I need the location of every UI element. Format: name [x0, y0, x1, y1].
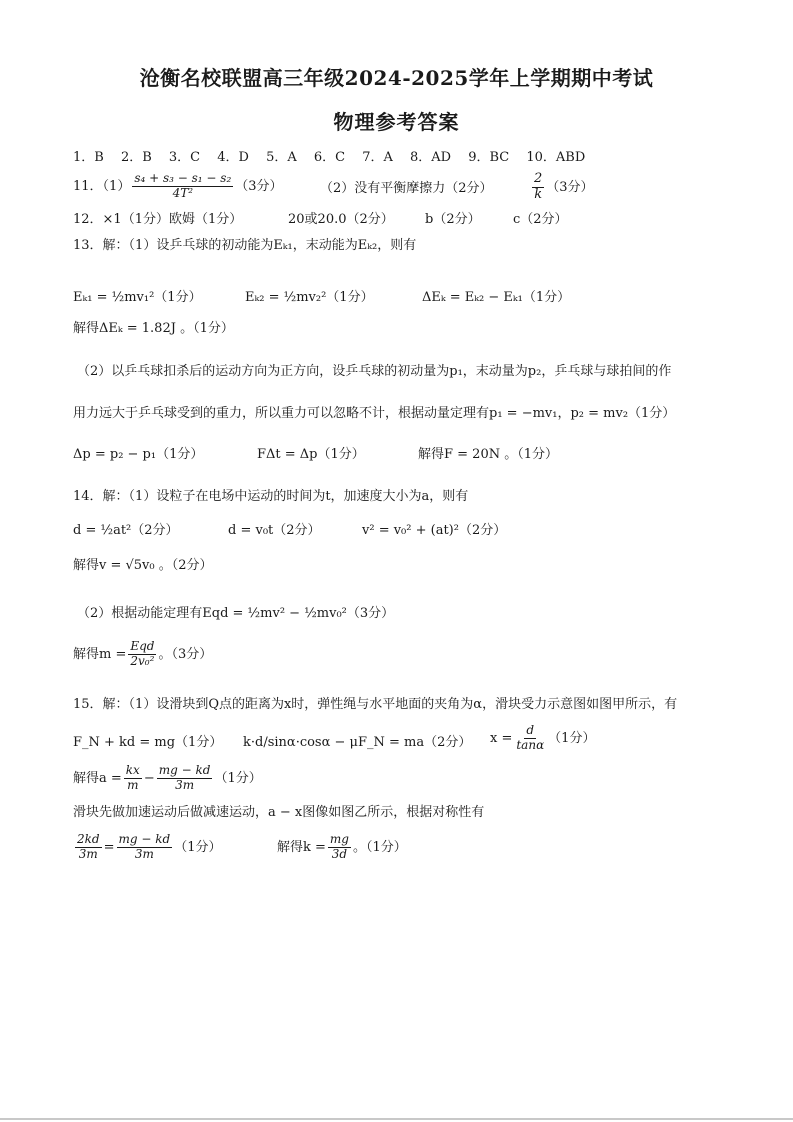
q14-intro: 14．解：（1）设粒子在电场中运动的时间为t，加速度大小为a，则有 — [73, 489, 469, 504]
q11-frac2-den: k — [534, 186, 543, 202]
q12-d: c（2分） — [513, 212, 568, 227]
q11-fraction — [132, 172, 233, 201]
q13-solution2: 解得F = 20N 。（1分） — [418, 447, 558, 462]
q15-eq4-num1: 2kd — [77, 832, 100, 846]
q14-sol2-suffix: 。（3分） — [158, 646, 213, 662]
q13-eq3: ΔEₖ = Eₖ₂ − Eₖ₁（1分） — [422, 290, 571, 305]
q11-part3 — [530, 172, 594, 203]
multiple-choice-answers: 1．B 2．B 3．C 4．D 5．A 6．C 7．A 8．AD 9．BC 10．ABD — [73, 150, 586, 165]
q15-sol2-num: mg — [329, 832, 349, 846]
q13-part2-line2: 用力远大于乒乓球受到的重力，所以重力可以忽略不计，根据动量定理有p₁ = −mv₁，p₂ = mv₂（1分） — [73, 406, 676, 421]
q13-part2-line1: （2）以乒乓球扣杀后的运动方向为正方向，设乒乓球的初动量为p₁，末动量为p₂，乒乓球与球拍间的作 — [77, 364, 672, 379]
q11-line — [73, 172, 283, 201]
q11-prefix: 11．（1） — [73, 178, 131, 194]
q12-b: 20或20.0（2分） — [288, 212, 394, 227]
q15-eq3-den: tanα — [516, 737, 545, 752]
q14-solution1: 解得v = √5v₀ 。（2分） — [73, 558, 213, 573]
q15-eq2: k·d/sinα·cosα − μF_N = ma（2分） — [243, 735, 472, 750]
q15-sol2-fraction — [328, 833, 351, 862]
q15-sol1-den1: m — [127, 777, 139, 792]
q14-eq3: v² = v₀² + (at)²（2分） — [362, 523, 507, 538]
q15-eq3-fraction — [514, 724, 546, 753]
q13-eq5: FΔt = Δp（1分） — [257, 447, 365, 462]
q15-sol2-suffix: 。（1分） — [352, 839, 407, 855]
q13-solution1: 解得ΔEₖ = 1.82J 。（1分） — [73, 321, 234, 336]
q11-part2: （2）没有平衡摩擦力（2分） — [320, 181, 493, 196]
q15-sol1-num1: kx — [125, 763, 140, 777]
q11-frac-num: s₄ + s₃ − s₁ − s₂ — [134, 171, 232, 185]
q15-sol1-score: （1分） — [214, 770, 262, 786]
q15-eq3-prefix: x = — [490, 730, 513, 746]
q14-sol2-den: 2v₀² — [130, 653, 155, 668]
q15-eq3-score: （1分） — [548, 730, 596, 746]
q15-sol1-num2: mg − kd — [158, 763, 211, 777]
q15-eq1: F_N + kd = mg（1分） — [73, 735, 223, 750]
q14-sol2-prefix: 解得m = — [73, 646, 127, 662]
q13-eq1: Eₖ₁ = ½mv₁²（1分） — [73, 290, 202, 305]
q14-part2: （2）根据动能定理有Eqd = ½mv² − ½mv₀²（3分） — [77, 606, 395, 621]
q13-eq4: Δp = p₂ − p₁（1分） — [73, 447, 204, 462]
q15-sol1-frac1 — [124, 764, 142, 793]
q15-sol1-frac2 — [157, 764, 213, 793]
q14-eq1: d = ½at²（2分） — [73, 523, 179, 538]
q15-eq4-den1: 3m — [78, 846, 98, 861]
q15-eq4-frac2 — [117, 833, 173, 862]
q14-eq2: d = v₀t（2分） — [228, 523, 321, 538]
q15-eq4-num2: mg − kd — [118, 832, 171, 846]
q15-sol2-prefix: 解得k = — [277, 839, 326, 855]
q15-sol1-prefix: 解得a = — [73, 770, 122, 786]
q15-sol2-den: 3d — [331, 846, 348, 861]
q15-sol1-den2: 3m — [175, 777, 195, 792]
q15-eq4-frac1 — [75, 833, 102, 862]
q11-score1: （3分） — [235, 178, 283, 194]
q13-intro: 13．解：（1）设乒乓球的初动能为Eₖ₁，末动能为Eₖ₂，则有 — [73, 238, 417, 253]
q15-eq3-num: d — [526, 723, 535, 737]
q11-frac2-num: 2 — [534, 171, 543, 186]
q15-solution1: 解得a = $\frac{kx}{m}$ − $\frac{mg - kd}{3m}$ （1分） — [73, 763, 262, 792]
q15-solution2 — [277, 833, 407, 862]
q14-sol2-num: Eqd — [130, 639, 155, 653]
q15-intro: 15．解：（1）设滑块到Q点的距离为x时，弹性绳与水平地面的夹角为α，滑块受力示意图如图甲所示，有 — [73, 697, 678, 712]
exam-title: 沧衡名校联盟高三年级2024-2025学年上学期期中考试 — [139, 66, 654, 90]
q11-frac2 — [532, 172, 544, 203]
q15-part2: 滑块先做加速运动后做减速运动，a − x图像如图乙所示，根据对称性有 — [73, 805, 485, 820]
q12-a: 12．×1（1分）欧姆（1分） — [73, 212, 243, 227]
q15-eq4: $\frac{2kd}{3m}$ = $\frac{mg - kd}{3m}$ （1分） — [77, 832, 222, 861]
q15-eq4-score: （1分） — [174, 839, 222, 855]
q11-frac-den: 4T² — [172, 185, 194, 200]
q11-score3: （3分） — [546, 179, 594, 195]
q14-sol2-fraction — [128, 640, 156, 669]
exam-subtitle: 物理参考答案 — [333, 110, 460, 134]
page-bottom-divider — [0, 1118, 793, 1120]
q15-eq4-den2: 3m — [134, 846, 154, 861]
q13-eq2: Eₖ₂ = ½mv₂²（1分） — [245, 290, 374, 305]
q12-c: b（2分） — [425, 212, 481, 227]
q15-eq3 — [490, 724, 595, 753]
q14-solution2 — [73, 640, 212, 669]
